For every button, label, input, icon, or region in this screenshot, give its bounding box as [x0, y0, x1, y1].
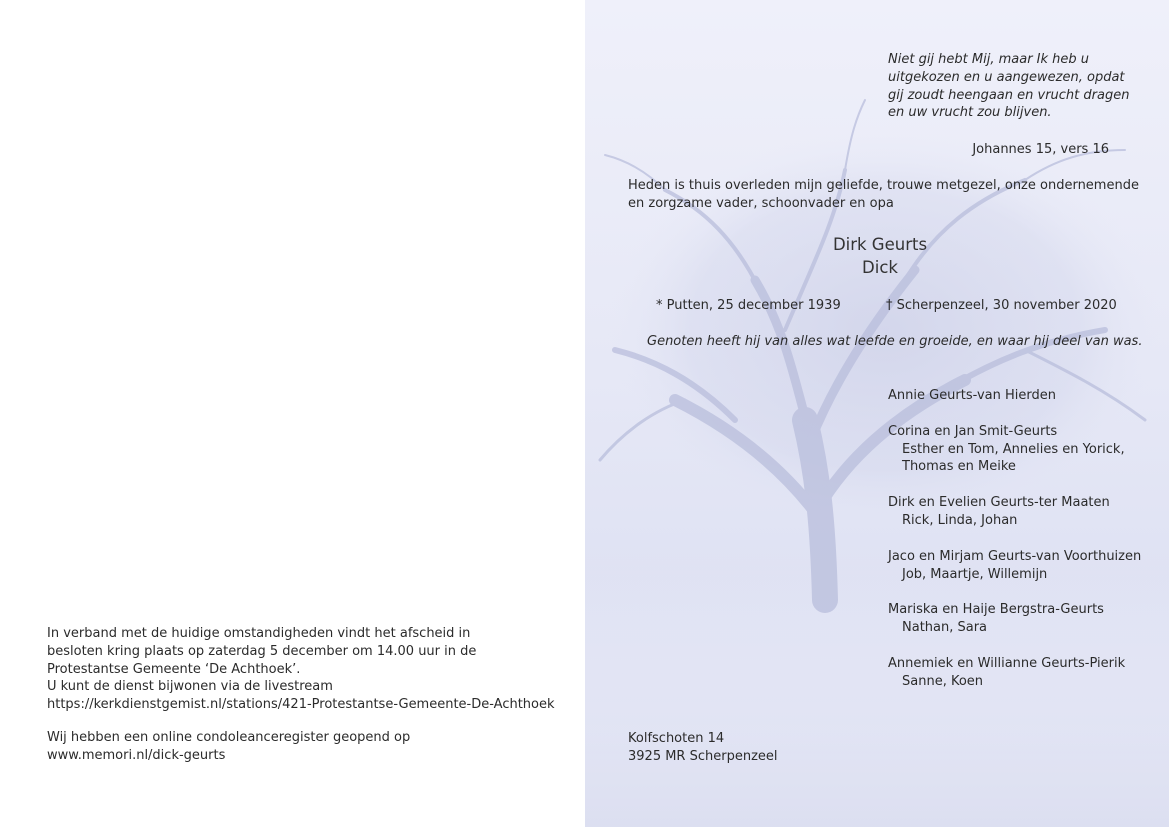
family-children: Rick, Linda, Johan: [902, 512, 1018, 528]
condolence-line: Wij hebben een online condoleanceregister geopend op: [47, 730, 411, 745]
announcement-line: en zorgzame vader, schoonvader en opa: [628, 195, 894, 211]
announcement: [628, 177, 1139, 213]
family-children: Esther en Tom, Annelies en Yorick,: [902, 441, 1125, 457]
nickname: Dick: [862, 258, 898, 277]
family-children: Nathan, Sara: [902, 620, 988, 636]
service-info-line: Protestantse Gemeente ‘De Achthoek’.: [47, 661, 301, 677]
verse-line: Niet gij hebt Mij, maar Ik heb u: [888, 52, 1090, 67]
condolence-info: [47, 729, 410, 765]
announcement-line: Heden is thuis overleden mijn geliefde, trouwe metgezel, onze ondernemende: [628, 178, 1139, 193]
family-children: Thomas en Meike: [902, 459, 1016, 475]
family-head: Annie Geurts-van Hierden: [888, 388, 1057, 403]
service-info-line: U kunt de dienst bijwonen via de livestream: [47, 679, 333, 695]
family-head: Mariska en Haije Bergstra-Geurts: [888, 602, 1104, 618]
family-list: [888, 387, 1141, 691]
verse-line: en uw vrucht zou blijven.: [888, 105, 1052, 121]
family-head: Corina en Jan Smit-Geurts: [888, 423, 1058, 439]
bible-verse: [888, 51, 1129, 122]
birth-date: * Putten, 25 december 1939: [656, 298, 841, 313]
family-head: Dirk en Evelien Geurts-ter Maaten: [888, 495, 1110, 511]
correspondence-address: [628, 730, 778, 766]
address-street: Kolfschoten 14: [628, 731, 725, 746]
right-panel: [585, 0, 1169, 827]
death-date: † Scherpenzeel, 30 november 2020: [886, 298, 1117, 313]
address-city: 3925 MR Scherpenzeel: [628, 748, 778, 764]
deceased-name: [780, 233, 980, 279]
service-info-line: In verband met de huidige omstandigheden vindt het afscheid in: [47, 626, 471, 641]
verse-line: gij zoudt heengaan en vrucht dragen: [888, 87, 1130, 103]
service-info: [47, 625, 555, 714]
family-children: Sanne, Koen: [902, 673, 984, 689]
verse-reference: Johannes 15, vers 16: [972, 142, 1109, 157]
full-name: Dirk Geurts: [832, 235, 928, 254]
family-head: Annemiek en Willianne Geurts-Pierik: [888, 655, 1126, 671]
livestream-link[interactable]: https://kerkdienstgemist.nl/stations/421-Protestantse-Gemeente-De-Achthoek: [47, 697, 555, 713]
verse-line: uitgekozen en u aangewezen, opdat: [888, 69, 1125, 85]
motto: Genoten heeft hij van alles wat leefde en groeide, en waar hij deel van was.: [647, 334, 1143, 349]
condolence-link[interactable]: www.memori.nl/dick-geurts: [47, 747, 226, 763]
family-children: Job, Maartje, Willemijn: [902, 566, 1048, 582]
family-head: Jaco en Mirjam Geurts-van Voorthuizen: [888, 548, 1142, 564]
service-info-line: besloten kring plaats op zaterdag 5 december om 14.00 uur in de: [47, 643, 477, 659]
